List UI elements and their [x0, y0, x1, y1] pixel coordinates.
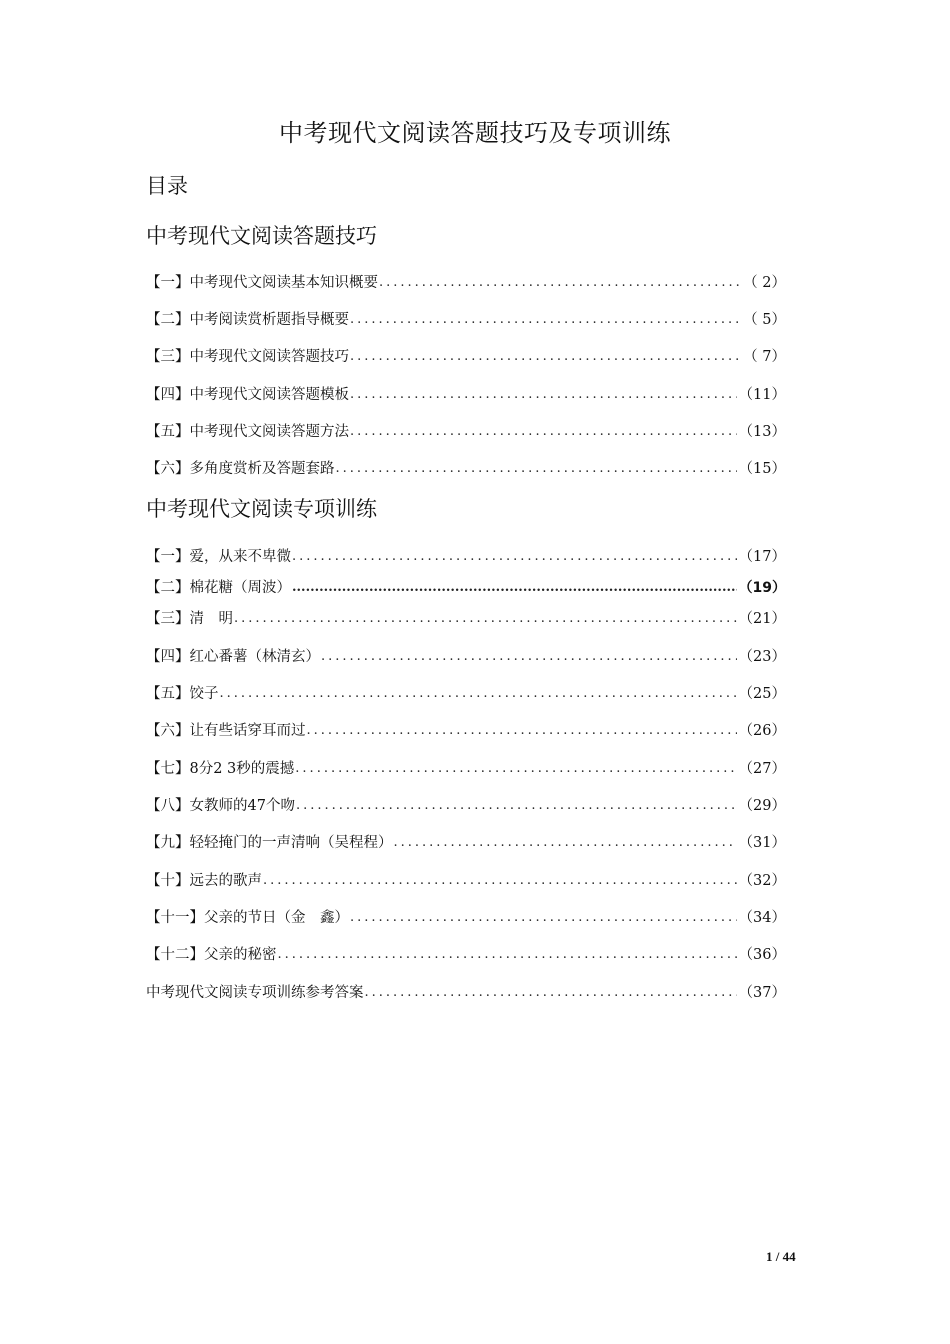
- toc-entry-page: （17）: [738, 549, 786, 565]
- toc-entry-title: 8分2 3秒的震撼: [189, 761, 295, 777]
- toc-entry-page: （ 7）: [743, 349, 786, 365]
- toc-entry-title: 中考阅读赏析题指导概要: [189, 312, 349, 328]
- toc-entry[interactable]: [146, 758, 786, 780]
- toc-entry[interactable]: [146, 309, 786, 331]
- toc-entry[interactable]: [146, 458, 786, 480]
- toc-entry[interactable]: [146, 546, 786, 568]
- toc-entry-page: （23）: [738, 649, 786, 665]
- toc-entry-number: 【九】: [146, 835, 190, 851]
- dot-leader: [263, 870, 737, 892]
- dot-leader: [292, 577, 737, 599]
- toc-entry-page: （34）: [738, 910, 786, 926]
- toc-entry-number: 【五】: [146, 686, 190, 702]
- toc-entry-title: 中考现代文阅读答题模板: [189, 387, 349, 403]
- dot-leader: [234, 608, 737, 630]
- toc-entry[interactable]: [146, 720, 786, 742]
- dot-leader: [394, 832, 737, 854]
- toc-entry-page: （13）: [738, 424, 786, 440]
- toc-entry-number: 【六】: [146, 723, 190, 739]
- toc-entry[interactable]: [146, 944, 786, 966]
- section2-heading: 中考现代文阅读专项训练: [146, 497, 377, 521]
- toc-entry[interactable]: [146, 683, 786, 705]
- toc-entry-title: 饺子: [189, 686, 219, 702]
- toc-entry-number: 【三】: [146, 611, 190, 627]
- toc-entry-title: 父亲的节日（金 鑫）: [204, 910, 349, 926]
- document-title: 中考现代文阅读答题技巧及专项训练: [279, 119, 671, 147]
- dot-leader: [350, 346, 741, 368]
- dot-leader: [292, 546, 737, 568]
- toc-entry-number: 【六】: [146, 461, 190, 477]
- toc-entry[interactable]: [146, 608, 786, 630]
- dot-leader: [336, 458, 737, 480]
- toc-entry[interactable]: [146, 384, 786, 406]
- toc-entry[interactable]: [146, 272, 786, 294]
- toc-entry-page: （37）: [738, 985, 786, 1001]
- dot-leader: [379, 272, 741, 294]
- toc-entry-title: 棉花糖（周波）: [189, 580, 291, 596]
- dot-leader: [350, 384, 737, 406]
- toc-entry-page: （19）: [738, 580, 786, 596]
- toc-entry-number: 【十一】: [146, 910, 204, 926]
- toc-entry-page: （27）: [738, 761, 786, 777]
- toc-entry-title: 中考现代文阅读专项训练参考答案: [146, 985, 364, 1001]
- toc-entry-title: 让有些话穿耳而过: [189, 723, 306, 739]
- contents-label: 目录: [146, 174, 188, 198]
- toc-entry-title: 轻轻掩门的一声清响（吴程程）: [189, 835, 393, 851]
- toc-entry-title: 清 明: [189, 611, 233, 627]
- toc-entry-title: 父亲的秘密: [204, 947, 277, 963]
- toc-entry[interactable]: [146, 832, 786, 854]
- toc-entry-number: 【七】: [146, 761, 190, 777]
- toc-entry-page: （11）: [738, 387, 786, 403]
- dot-leader: [307, 720, 737, 742]
- toc-entry-number: 【十】: [146, 873, 190, 889]
- toc-entry-title: 女教师的47个吻: [189, 798, 295, 814]
- dot-leader: [321, 646, 737, 668]
- toc-entry-answers[interactable]: [146, 982, 786, 1004]
- toc-entry[interactable]: [146, 646, 786, 668]
- toc-entry-number: 【四】: [146, 649, 190, 665]
- toc-entry-title: 远去的歌声: [189, 873, 262, 889]
- toc-entry-page: （ 2）: [743, 275, 786, 291]
- toc-entry-title: 多角度赏析及答题套路: [189, 461, 335, 477]
- toc-entry-page: （ 5）: [743, 312, 786, 328]
- section1-heading: 中考现代文阅读答题技巧: [146, 224, 377, 248]
- toc-entry-page: （25）: [738, 686, 786, 702]
- toc-entry-page: （31）: [738, 835, 786, 851]
- toc-entry-title: 中考现代文阅读答题方法: [189, 424, 349, 440]
- toc-entry-page: （15）: [738, 461, 786, 477]
- dot-leader: [350, 421, 737, 443]
- toc-entry-title: 中考现代文阅读基本知识概要: [189, 275, 378, 291]
- dot-leader: [350, 309, 741, 331]
- toc-entry-title: 爱，从来不卑微: [189, 549, 291, 565]
- dot-leader: [350, 907, 737, 929]
- toc-entry[interactable]: [146, 870, 786, 892]
- toc-entry-number: 【一】: [146, 549, 190, 565]
- toc-entry-page: （29）: [738, 798, 786, 814]
- dot-leader: [295, 758, 736, 780]
- toc-entry[interactable]: [146, 907, 786, 929]
- toc-entry-page: （21）: [738, 611, 786, 627]
- toc-entry-page: （32）: [738, 873, 786, 889]
- dot-leader: [278, 944, 737, 966]
- toc-entry[interactable]: [146, 346, 786, 368]
- toc-entry[interactable]: [146, 421, 786, 443]
- toc-entry-number: 【八】: [146, 798, 190, 814]
- toc-entry-number: 【四】: [146, 387, 190, 403]
- toc-entry-number: 【一】: [146, 275, 190, 291]
- toc-entry-title: 红心番薯（林清玄）: [189, 649, 320, 665]
- toc-entry-number: 【二】: [146, 312, 190, 328]
- page-indicator: 1 / 44: [766, 1249, 796, 1264]
- toc-entry[interactable]: [146, 795, 786, 817]
- dot-leader: [220, 683, 737, 705]
- toc-entry-number: 【二】: [146, 580, 190, 596]
- toc-entry-number: 【五】: [146, 424, 190, 440]
- toc-entry-number: 【十二】: [146, 947, 204, 963]
- toc-entry-page: （36）: [738, 947, 786, 963]
- toc-entry-page: （26）: [738, 723, 786, 739]
- toc-entry-title: 中考现代文阅读答题技巧: [189, 349, 349, 365]
- toc-entry-number: 【三】: [146, 349, 190, 365]
- toc-entry[interactable]: [146, 577, 786, 599]
- dot-leader: [296, 795, 737, 817]
- dot-leader: [365, 982, 737, 1004]
